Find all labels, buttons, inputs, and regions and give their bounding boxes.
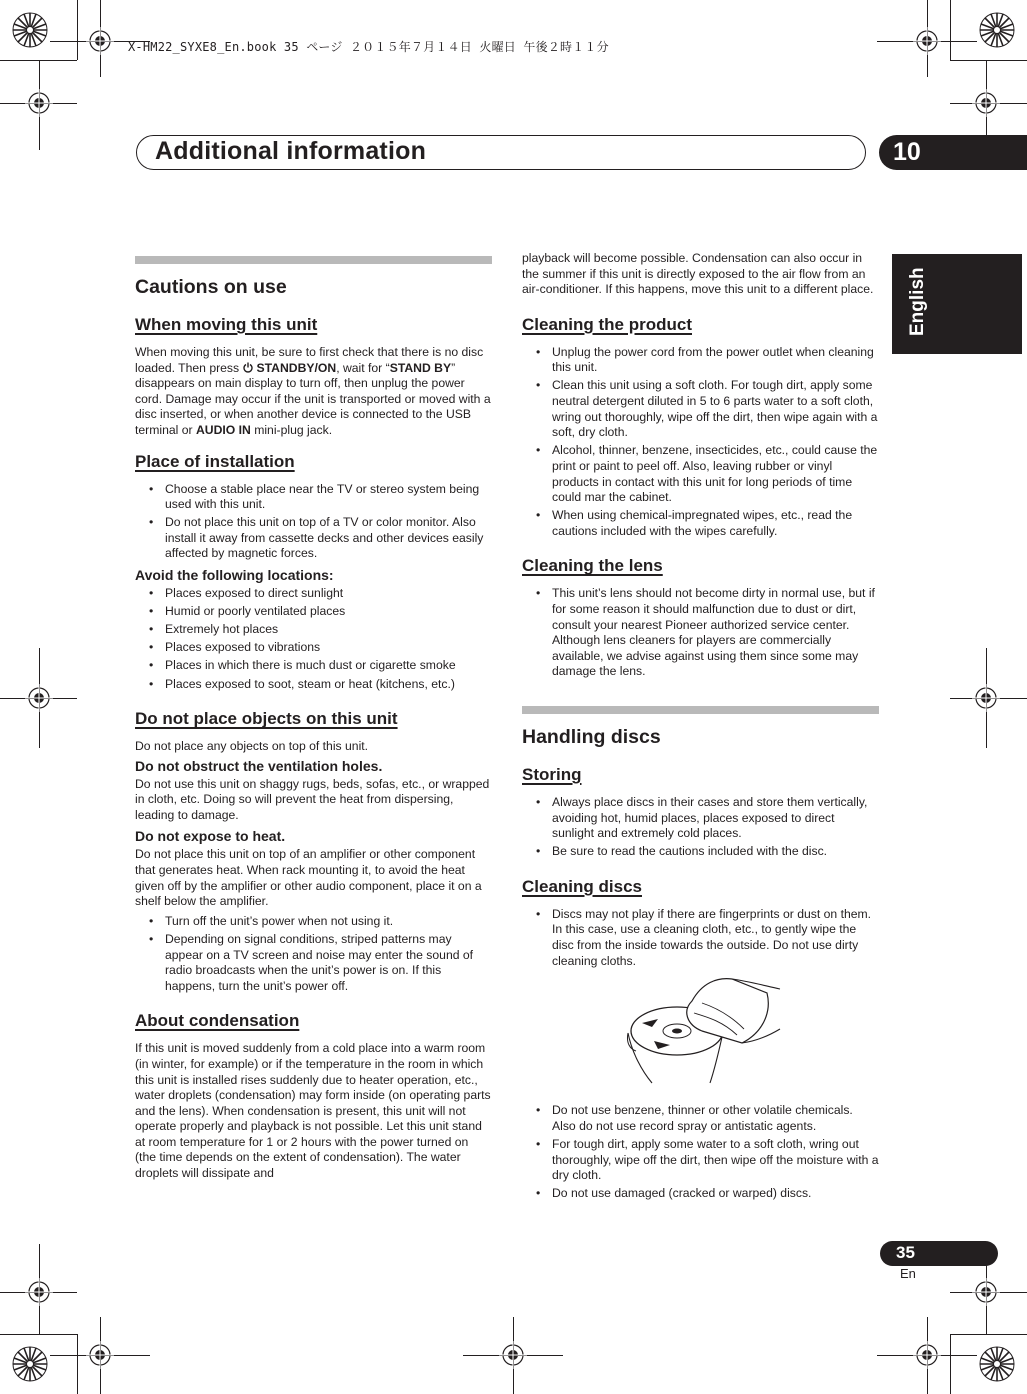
list-item: • Places exposed to direct sunlight bbox=[135, 586, 492, 602]
file-header: X-HM22_SYXE8_En.book 35 ページ ２０１５年７月１４日 火曜日 午後２時１１分 bbox=[128, 40, 609, 54]
list-item: • Do not place this unit on top of a TV or color monitor. Also install it away from cassette decks and other devices easily affected by magnetic forces. bbox=[135, 515, 492, 562]
chapter-title: Additional information bbox=[155, 137, 427, 165]
section-title-handling-discs: Handling discs bbox=[522, 725, 661, 748]
avoid-locations-heading: Avoid the following locations: bbox=[135, 567, 334, 584]
installation-list bbox=[135, 482, 492, 562]
chapter-number: 10 bbox=[893, 138, 921, 166]
list-item: • For tough dirt, apply some water to a soft cloth, wring out thoroughly, wipe off the dirt, then wipe off the moisture with a dry cloth. bbox=[522, 1137, 879, 1184]
cleaning-product-list bbox=[522, 345, 879, 540]
ventilation-paragraph: Do not use this unit on shaggy rugs, beds, sofas, etc., or wrapped in cloth, etc. Doing so will prevent the heat from dispersing, leading to damage. bbox=[135, 776, 490, 822]
subsection-title-condensation: About condensation bbox=[135, 1011, 300, 1031]
list-item: • Humid or poorly ventilated places bbox=[135, 604, 492, 620]
storing-list bbox=[522, 795, 879, 860]
list-item: • Clean this unit using a soft cloth. For tough dirt, apply some neutral detergent diluted in 5 to 6 parts water to a soft cloth, wring out thoroughly, wipe off the dirt, then wipe again with a soft, dry cloth. bbox=[522, 378, 879, 440]
cleaning-lens-list bbox=[522, 586, 879, 680]
list-item: • Extremely hot places bbox=[135, 622, 492, 638]
list-item: • Alcohol, thinner, benzene, insecticides, etc., could cause the print or paint to peel off. Also, leaving rubber or vinyl products in contact with this unit for long periods of time could mar the cabinet. bbox=[522, 443, 879, 505]
subsection-title-moving: When moving this unit bbox=[135, 315, 318, 334]
stand-by-label: STAND BY bbox=[389, 360, 452, 375]
condensation-continued: playback will become possible. Condensation can also occur in the summer if this unit is directly exposed to the air flow from an air-conditioner. If this happens, move this unit to a different place. bbox=[522, 251, 874, 297]
list-item: • When using chemical-impregnated wipes, etc., read the cautions included with the wipes carefully. bbox=[522, 508, 879, 539]
moving-paragraph bbox=[135, 345, 492, 439]
list-item: • Places exposed to soot, steam or heat (kitchens, etc.) bbox=[135, 677, 492, 693]
ventilation-heading: Do not obstruct the ventilation holes. bbox=[135, 757, 383, 774]
subsection-title-cleaning-discs: Cleaning discs bbox=[522, 876, 642, 896]
list-item: • Discs may not play if there are fingerprints or dust on them. In this case, use a cleaning cloth, etc., to gently wipe the disc from the inside towards the outside. Do not use dirty cleaning cloths. bbox=[522, 907, 879, 969]
disc-cleaning-illustration bbox=[622, 973, 782, 1085]
heat-paragraph: Do not place this unit on top of an amplifier or other component that generates heat. When rack mounting it, to avoid the heat given off by the amplifier or other audio component, place it on a shelf below the amplifier. bbox=[135, 847, 482, 909]
text-run: , wait for “ bbox=[336, 360, 390, 375]
text-run: ” disappears on main display to turn off, then unplug the power cord. Damage may occur if the unit is transported or moved with a disc inserted, or when another device is connected to the USB terminal or bbox=[135, 360, 491, 437]
cleaning-discs-list-continued bbox=[522, 1103, 879, 1202]
subsection-title-installation: Place of installation bbox=[135, 451, 295, 471]
section-title-cautions: Cautions on use bbox=[135, 276, 287, 298]
list-item: • Always place discs in their cases and store them vertically, avoiding hot, humid places, places exposed to direct sunlight and extremely cold places. bbox=[522, 795, 879, 842]
section-bar bbox=[522, 706, 879, 714]
cleaning-discs-list bbox=[522, 907, 879, 969]
left-column bbox=[135, 256, 492, 1194]
list-item: • Do not use damaged (cracked or warped) discs. bbox=[522, 1186, 879, 1202]
section-bar bbox=[135, 256, 492, 264]
language-tab-label: English bbox=[907, 267, 928, 336]
condensation-paragraph: If this unit is moved suddenly from a cold place into a warm room (in winter, for example) or if the temperature in the room in which this unit is installed rises suddenly due to heater operation, etc., water droplets (condensation) may form inside (on operating parts and the lens). When condensation is present, this unit will not operate properly and playback is not possible. Let this unit stand at room temperature for 1 or 2 hours with the power turned on (the time depends on the extent of condensation). The water droplets will dissipate and bbox=[135, 1041, 491, 1181]
list-item: • This unit’s lens should not become dirty in normal use, but if for some reason it should malfunction due to dust or dirt, consult your nearest Pioneer authorized service center. Although lens cleaners for players are commercially available, we advise against using them since some may damage the lens. bbox=[522, 586, 879, 680]
subsection-title-objects: Do not place objects on this unit bbox=[135, 709, 398, 729]
list-item: • Places in which there is much dust or cigarette smoke bbox=[135, 658, 492, 674]
subsection-title-cleaning-product: Cleaning the product bbox=[522, 314, 692, 334]
list-item: • Turn off the unit’s power when not using it. bbox=[135, 914, 492, 930]
subsection-title-storing: Storing bbox=[522, 764, 582, 784]
text-run: mini-plug jack. bbox=[250, 422, 333, 437]
heat-list bbox=[135, 914, 492, 994]
right-column bbox=[522, 251, 879, 1214]
list-item: • Choose a stable place near the TV or stereo system being used with this unit. bbox=[135, 482, 492, 513]
page-language: En bbox=[900, 1266, 916, 1281]
list-item: • Unplug the power cord from the power outlet when cleaning this unit. bbox=[522, 345, 879, 376]
subsection-title-cleaning-lens: Cleaning the lens bbox=[522, 556, 663, 576]
avoid-locations-list bbox=[135, 586, 492, 692]
text-run: When moving this unit, be sure to first check that there is no disc loaded. Then press bbox=[135, 345, 484, 375]
audio-in-label: AUDIO IN bbox=[195, 422, 251, 437]
heat-heading: Do not expose to heat. bbox=[135, 828, 286, 845]
list-item: • Places exposed to vibrations bbox=[135, 640, 492, 656]
power-icon bbox=[243, 362, 253, 373]
standby-on-label: STANDBY/ON bbox=[256, 360, 337, 375]
list-item: • Depending on signal conditions, striped patterns may appear on a TV screen and noise may enter the sound of radio broadcasts when the unit’s power is on. If this happens, turn the unit’s power off. bbox=[135, 932, 492, 994]
list-item: • Do not use benzene, thinner or other volatile chemicals. Also do not use record spray or antistatic agents. bbox=[522, 1103, 879, 1134]
page-number: 35 bbox=[896, 1243, 915, 1262]
objects-paragraph: Do not place any objects on top of this unit. bbox=[135, 739, 369, 754]
list-item: • Be sure to read the cautions included with the disc. bbox=[522, 844, 879, 860]
